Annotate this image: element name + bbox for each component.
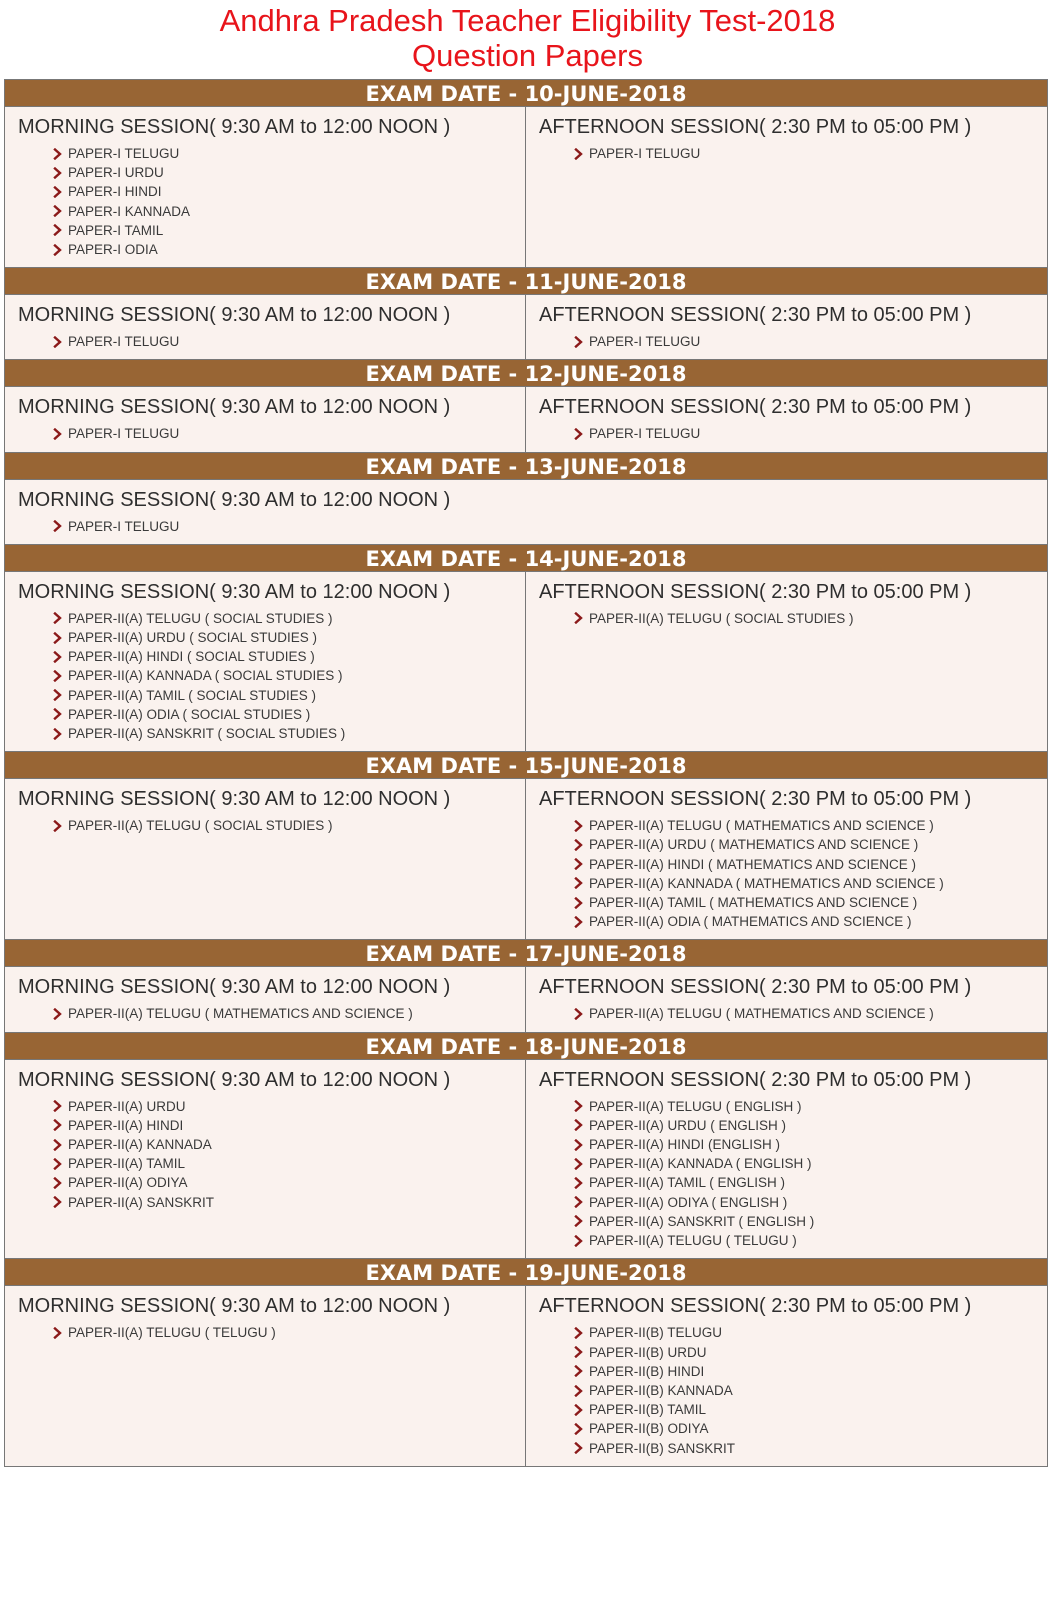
arrow-right-icon (573, 820, 585, 832)
paper-link-label[interactable]: PAPER-II(A) TELUGU ( SOCIAL STUDIES ) (589, 610, 854, 626)
paper-link[interactable] (573, 1004, 1037, 1023)
arrow-right-icon (573, 1404, 585, 1416)
paper-link-label[interactable]: PAPER-II(A) KANNADA ( MATHEMATICS AND SCIENCE ) (589, 875, 944, 891)
paper-link[interactable] (52, 1097, 515, 1116)
paper-link[interactable] (52, 240, 515, 259)
paper-link[interactable] (52, 517, 1037, 536)
morning-session-title: MORNING SESSION( 9:30 AM to 12:00 NOON ) (18, 116, 451, 138)
paper-link-label[interactable]: PAPER-II(A) URDU ( SOCIAL STUDIES ) (68, 630, 318, 646)
arrow-right-icon (52, 1100, 64, 1112)
morning-session-cell (5, 480, 1047, 544)
morning-session-cell (5, 779, 526, 939)
paper-link-label[interactable]: PAPER-I KANNADA (68, 203, 191, 219)
paper-link-label[interactable]: PAPER-II(A) SANSKRIT ( SOCIAL STUDIES ) (68, 726, 346, 742)
arrow-right-icon (52, 336, 64, 348)
arrow-right-icon (573, 1119, 585, 1131)
paper-link[interactable] (573, 835, 1037, 854)
paper-link-label[interactable]: PAPER-II(B) URDU (589, 1344, 707, 1360)
paper-link-label[interactable]: PAPER-II(A) TAMIL ( ENGLISH ) (589, 1175, 786, 1191)
paper-link-label[interactable]: PAPER-II(A) TELUGU ( TELUGU ) (68, 1325, 276, 1341)
paper-link[interactable] (52, 647, 515, 666)
morning-session-title: MORNING SESSION( 9:30 AM to 12:00 NOON ) (18, 1295, 451, 1318)
paper-link-label[interactable]: PAPER-II(A) KANNADA ( SOCIAL STUDIES ) (68, 668, 343, 684)
arrow-right-icon (52, 148, 64, 160)
afternoon-session-cell (526, 572, 1047, 751)
arrow-right-icon (52, 728, 64, 740)
arrow-right-icon (573, 428, 585, 440)
paper-link-label[interactable]: PAPER-II(B) SANSKRIT (589, 1440, 736, 1456)
paper-link[interactable] (573, 1439, 1037, 1458)
paper-link[interactable] (52, 1323, 515, 1342)
paper-link-label[interactable]: PAPER-II(A) TAMIL ( SOCIAL STUDIES ) (68, 687, 317, 703)
afternoon-session-cell (526, 107, 1047, 267)
arrow-right-icon (573, 1365, 585, 1377)
arrow-right-icon (573, 1385, 585, 1397)
arrow-right-icon (52, 612, 64, 624)
exam-date-header: EXAM DATE - 13-JUNE-2018 (5, 452, 1047, 480)
exam-date-header: EXAM DATE - 18-JUNE-2018 (5, 1032, 1047, 1060)
exam-sessions-row (5, 1060, 1047, 1259)
exam-sessions-row (5, 107, 1047, 267)
paper-list (18, 1097, 515, 1212)
arrow-right-icon (573, 877, 585, 889)
afternoon-session-title: AFTERNOON SESSION( 2:30 PM to 05:00 PM ) (539, 580, 972, 603)
afternoon-session-title: AFTERNOON SESSION( 2:30 PM to 05:00 PM ) (539, 116, 972, 138)
morning-session-cell (5, 967, 526, 1031)
paper-link-label[interactable]: PAPER-II(A) TELUGU ( TELUGU ) (589, 1233, 797, 1249)
paper-link-label[interactable]: PAPER-II(A) TELUGU ( MATHEMATICS AND SCIENCE ) (68, 1006, 413, 1022)
paper-link[interactable] (52, 221, 515, 240)
arrow-right-icon (52, 1177, 64, 1189)
arrow-right-icon (52, 820, 64, 832)
exam-date-header: EXAM DATE - 10-JUNE-2018 (5, 79, 1047, 107)
paper-link[interactable] (573, 855, 1037, 874)
afternoon-session-cell (526, 295, 1047, 359)
paper-link[interactable] (573, 1193, 1037, 1212)
afternoon-session-cell (526, 967, 1047, 1031)
paper-list (539, 1004, 1037, 1023)
arrow-right-icon (52, 167, 64, 179)
arrow-right-icon (573, 1139, 585, 1151)
morning-session-cell (5, 107, 526, 267)
arrow-right-icon (573, 1158, 585, 1170)
morning-session-cell (5, 1286, 526, 1465)
afternoon-session-cell (526, 779, 1047, 939)
paper-link-label[interactable]: PAPER-I TELUGU (68, 426, 180, 442)
arrow-right-icon (52, 205, 64, 217)
arrow-right-icon (52, 1119, 64, 1131)
paper-link-label[interactable]: PAPER-II(A) HINDI (68, 1117, 184, 1133)
morning-session-cell (5, 387, 526, 451)
paper-link-label[interactable]: PAPER-II(A) TELUGU ( SOCIAL STUDIES ) (68, 818, 333, 834)
paper-link[interactable] (52, 666, 515, 685)
arrow-right-icon (52, 1158, 64, 1170)
arrow-right-icon (52, 428, 64, 440)
arrow-right-icon (52, 520, 64, 532)
paper-link-label[interactable]: PAPER-II(A) ODIYA ( ENGLISH ) (589, 1194, 788, 1210)
paper-list (539, 816, 1037, 931)
paper-link-label[interactable]: PAPER-I ODIA (68, 242, 158, 258)
arrow-right-icon (52, 651, 64, 663)
paper-link-label[interactable]: PAPER-II(A) URDU ( ENGLISH ) (589, 1117, 787, 1133)
paper-link-label[interactable]: PAPER-II(A) HINDI ( MATHEMATICS AND SCIENCE ) (589, 856, 917, 872)
afternoon-session-cell (526, 1060, 1047, 1259)
paper-link-label[interactable]: PAPER-II(B) HINDI (589, 1363, 705, 1379)
paper-link-label[interactable]: PAPER-II(A) KANNADA ( ENGLISH ) (589, 1156, 812, 1172)
paper-link[interactable] (573, 1343, 1037, 1362)
paper-link-label[interactable]: PAPER-I TELUGU (589, 334, 701, 350)
arrow-right-icon (52, 224, 64, 236)
paper-link[interactable] (573, 893, 1037, 912)
page-title (0, 0, 1055, 73)
paper-link[interactable] (52, 816, 515, 835)
morning-session-title: MORNING SESSION( 9:30 AM to 12:00 NOON ) (18, 788, 451, 811)
arrow-right-icon (52, 670, 64, 682)
morning-session-title: MORNING SESSION( 9:30 AM to 12:00 NOON ) (18, 580, 451, 603)
exam-sessions-row (5, 295, 1047, 359)
exam-date-header: EXAM DATE - 11-JUNE-2018 (5, 267, 1047, 295)
arrow-right-icon (573, 612, 585, 624)
paper-list (18, 1004, 515, 1023)
paper-link-label[interactable]: PAPER-I TELUGU (68, 518, 180, 534)
paper-link[interactable] (573, 912, 1037, 931)
arrow-right-icon (573, 897, 585, 909)
paper-link[interactable] (52, 1004, 515, 1023)
paper-link[interactable] (573, 1400, 1037, 1419)
paper-list (18, 144, 515, 259)
paper-link-label[interactable]: PAPER-II(A) KANNADA (68, 1137, 212, 1153)
paper-link[interactable] (573, 1116, 1037, 1135)
arrow-right-icon (573, 1215, 585, 1227)
paper-link[interactable] (573, 1381, 1037, 1400)
exam-sessions-row (5, 387, 1047, 451)
arrow-right-icon (52, 1196, 64, 1208)
paper-link-label[interactable]: PAPER-I TELUGU (589, 146, 701, 161)
paper-link[interactable] (573, 1323, 1037, 1342)
exam-sessions-row (5, 480, 1047, 544)
paper-list (18, 816, 515, 835)
exam-sessions-row (5, 779, 1047, 939)
arrow-right-icon (573, 1346, 585, 1358)
paper-link-label[interactable]: PAPER-II(A) TAMIL ( MATHEMATICS AND SCIENCE ) (589, 895, 918, 911)
exam-schedule-table (4, 79, 1048, 1467)
paper-list (539, 144, 1037, 163)
paper-link[interactable] (573, 1362, 1037, 1381)
arrow-right-icon (573, 1196, 585, 1208)
paper-link[interactable] (52, 1116, 515, 1135)
paper-link[interactable] (573, 1231, 1037, 1250)
arrow-right-icon (52, 689, 64, 701)
paper-link-label[interactable]: PAPER-I TELUGU (68, 334, 180, 350)
paper-link[interactable] (52, 628, 515, 647)
paper-link-label[interactable]: PAPER-I HINDI (68, 184, 162, 200)
paper-link[interactable] (573, 1154, 1037, 1173)
paper-list (539, 1097, 1037, 1251)
arrow-right-icon (573, 336, 585, 348)
morning-session-title: MORNING SESSION( 9:30 AM to 12:00 NOON ) (18, 304, 451, 327)
afternoon-session-cell (526, 1286, 1047, 1465)
paper-link-label[interactable]: PAPER-I URDU (68, 165, 164, 181)
paper-link[interactable] (573, 816, 1037, 835)
paper-link[interactable] (573, 1173, 1037, 1192)
paper-link[interactable] (573, 424, 1037, 443)
afternoon-session-title: AFTERNOON SESSION( 2:30 PM to 05:00 PM ) (539, 304, 972, 327)
paper-link[interactable] (52, 705, 515, 724)
afternoon-session-title: AFTERNOON SESSION( 2:30 PM to 05:00 PM ) (539, 1068, 972, 1091)
paper-link-label[interactable]: PAPER-I TELUGU (68, 146, 180, 161)
paper-link[interactable] (52, 724, 515, 743)
afternoon-session-title: AFTERNOON SESSION( 2:30 PM to 05:00 PM ) (539, 788, 972, 811)
paper-link-label[interactable]: PAPER-II(A) ODIA ( MATHEMATICS AND SCIENCE ) (589, 914, 912, 930)
exam-date-header: EXAM DATE - 14-JUNE-2018 (5, 544, 1047, 572)
paper-link[interactable] (52, 1154, 515, 1173)
arrow-right-icon (573, 916, 585, 928)
paper-link[interactable] (52, 202, 515, 221)
paper-link[interactable] (52, 144, 515, 163)
paper-list (539, 1323, 1037, 1457)
paper-link-label[interactable]: PAPER-II(A) TELUGU ( ENGLISH ) (589, 1098, 802, 1114)
paper-link[interactable] (573, 1419, 1037, 1438)
paper-link-label[interactable]: PAPER-II(A) TELUGU ( MATHEMATICS AND SCIENCE ) (589, 818, 934, 834)
arrow-right-icon (573, 1327, 585, 1339)
paper-link-label[interactable]: PAPER-I TELUGU (589, 426, 701, 442)
paper-link[interactable] (573, 332, 1037, 351)
paper-link[interactable] (573, 1212, 1037, 1231)
paper-link-label[interactable]: PAPER-II(A) HINDI ( SOCIAL STUDIES ) (68, 649, 315, 665)
paper-link[interactable] (52, 609, 515, 628)
arrow-right-icon (573, 1177, 585, 1189)
paper-link-label[interactable]: PAPER-II(B) TELUGU (589, 1325, 723, 1341)
paper-list (539, 332, 1037, 351)
arrow-right-icon (52, 1139, 64, 1151)
exam-date-header: EXAM DATE - 15-JUNE-2018 (5, 751, 1047, 779)
paper-link[interactable] (52, 1173, 515, 1192)
arrow-right-icon (573, 839, 585, 851)
arrow-right-icon (52, 632, 64, 644)
arrow-right-icon (573, 1008, 585, 1020)
paper-link[interactable] (573, 874, 1037, 893)
paper-link[interactable] (573, 1135, 1037, 1154)
afternoon-session-title: AFTERNOON SESSION( 2:30 PM to 05:00 PM ) (539, 1295, 972, 1318)
arrow-right-icon (573, 858, 585, 870)
exam-date-header: EXAM DATE - 19-JUNE-2018 (5, 1258, 1047, 1286)
paper-list (539, 609, 1037, 628)
paper-link-label[interactable]: PAPER-II(A) SANSKRIT (68, 1194, 215, 1210)
arrow-right-icon (573, 1235, 585, 1247)
paper-link-label[interactable]: PAPER-II(A) URDU ( MATHEMATICS AND SCIENCE ) (589, 837, 919, 853)
paper-link-label[interactable]: PAPER-II(A) ODIA ( SOCIAL STUDIES ) (68, 706, 311, 722)
morning-session-cell (5, 572, 526, 751)
exam-sessions-row (5, 967, 1047, 1031)
paper-link-label[interactable]: PAPER-II(A) URDU (68, 1098, 186, 1114)
page-title-line1: Andhra Pradesh Teacher Eligibility Test-2018 (219, 3, 836, 38)
arrow-right-icon (573, 1100, 585, 1112)
paper-link-label[interactable]: PAPER-II(A) HINDI (ENGLISH ) (589, 1137, 781, 1153)
afternoon-session-cell (526, 387, 1047, 451)
arrow-right-icon (52, 1327, 64, 1339)
paper-link[interactable] (573, 144, 1037, 163)
arrow-right-icon (52, 708, 64, 720)
paper-link-label[interactable]: PAPER-II(B) ODIYA (589, 1421, 709, 1437)
paper-link-label[interactable]: PAPER-I TAMIL (68, 222, 164, 238)
paper-link[interactable] (52, 686, 515, 705)
exam-sessions-row (5, 572, 1047, 751)
paper-link[interactable] (573, 1097, 1037, 1116)
paper-link[interactable] (52, 332, 515, 351)
paper-list (18, 1323, 515, 1342)
paper-link[interactable] (52, 1193, 515, 1212)
page-title-line2: Question Papers (412, 38, 643, 73)
paper-link[interactable] (52, 163, 515, 182)
exam-date-header: EXAM DATE - 12-JUNE-2018 (5, 359, 1047, 387)
paper-link-label[interactable]: PAPER-II(B) TAMIL (589, 1402, 707, 1418)
arrow-right-icon (573, 148, 585, 160)
paper-link[interactable] (52, 182, 515, 201)
morning-session-title: MORNING SESSION( 9:30 AM to 12:00 NOON ) (18, 1068, 451, 1091)
morning-session-cell (5, 1060, 526, 1259)
paper-list (18, 517, 1037, 536)
paper-link[interactable] (52, 1135, 515, 1154)
afternoon-session-title: AFTERNOON SESSION( 2:30 PM to 05:00 PM ) (539, 976, 972, 999)
paper-link[interactable] (573, 609, 1037, 628)
arrow-right-icon (52, 1008, 64, 1020)
paper-link-label[interactable]: PAPER-II(A) TAMIL (68, 1156, 186, 1172)
exam-date-header: EXAM DATE - 17-JUNE-2018 (5, 939, 1047, 967)
morning-session-title: MORNING SESSION( 9:30 AM to 12:00 NOON ) (18, 396, 451, 419)
arrow-right-icon (573, 1423, 585, 1435)
paper-link[interactable] (52, 424, 515, 443)
arrow-right-icon (573, 1442, 585, 1454)
exam-sessions-row (5, 1286, 1047, 1465)
paper-link-label[interactable]: PAPER-II(A) TELUGU ( MATHEMATICS AND SCIENCE ) (589, 1006, 934, 1022)
paper-link-label[interactable]: PAPER-II(B) KANNADA (589, 1382, 733, 1398)
paper-list (18, 332, 515, 351)
paper-list (18, 424, 515, 443)
morning-session-title: MORNING SESSION( 9:30 AM to 12:00 NOON ) (18, 976, 451, 999)
morning-session-title: MORNING SESSION( 9:30 AM to 12:00 NOON ) (18, 488, 451, 511)
arrow-right-icon (52, 244, 64, 256)
afternoon-session-title: AFTERNOON SESSION( 2:30 PM to 05:00 PM ) (539, 396, 972, 419)
paper-list (18, 609, 515, 743)
paper-list (539, 424, 1037, 443)
morning-session-cell (5, 295, 526, 359)
paper-link-label[interactable]: PAPER-II(A) TELUGU ( SOCIAL STUDIES ) (68, 610, 333, 626)
arrow-right-icon (52, 186, 64, 198)
paper-link-label[interactable]: PAPER-II(A) ODIYA (68, 1175, 188, 1191)
paper-link-label[interactable]: PAPER-II(A) SANSKRIT ( ENGLISH ) (589, 1213, 815, 1229)
